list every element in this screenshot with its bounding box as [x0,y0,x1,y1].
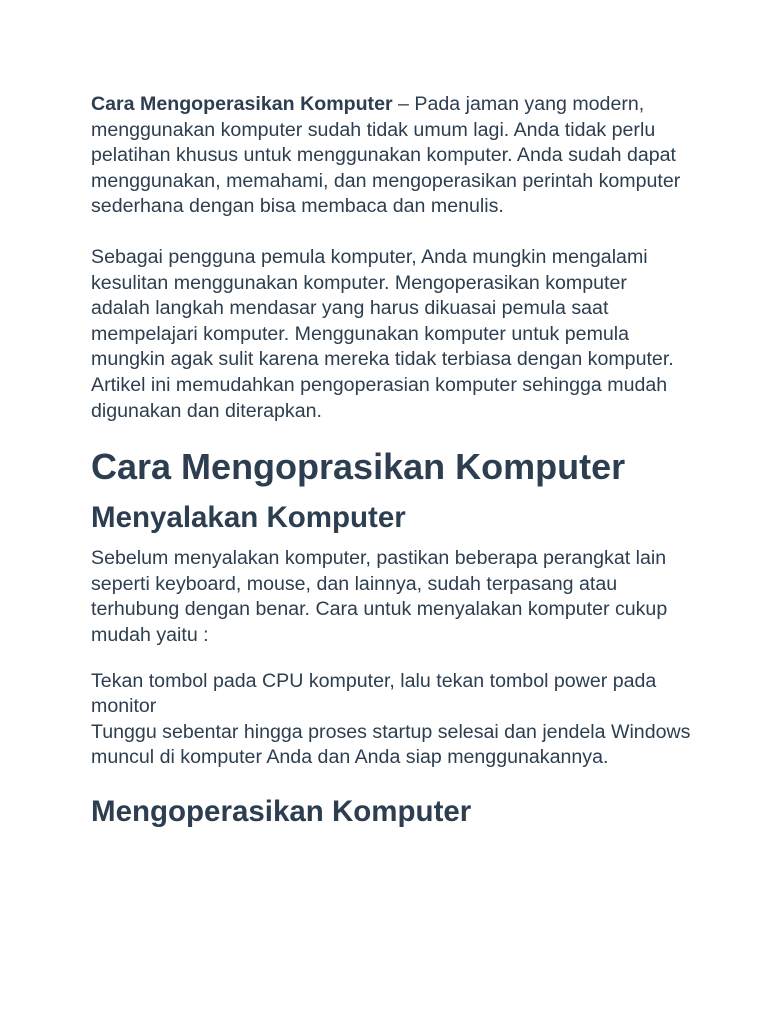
intro-text: – Pada jaman yang modern, menggunakan komputer sudah tidak umum lagi. Anda tidak perlu pelatihan khusus untuk menggunakan komputer. Anda sudah dapat menggunakan, memahami, dan mengoperasikan perintah komputer sederhana dengan bisa membaca dan menulis. [91,93,681,218]
step-1-text: Tekan tombol pada CPU komputer, lalu tekan tombol power pada monitor [91,669,657,718]
section1-paragraph: Sebelum menyalakan komputer, pastikan beberapa perangkat lain seperti keyboard, mouse, dan lainnya, sudah terpasang atau terhubung dengan benar. Cara untuk menyalakan komputer cukup mudah yaitu : [91,547,668,646]
section-heading-mengoperasikan: Mengoperasikan Komputer [91,794,472,828]
section-heading-menyalakan: Menyalakan Komputer [91,501,406,535]
main-heading: Cara Mengoprasikan Komputer [91,446,626,488]
second-paragraph: Sebagai pengguna pemula komputer, Anda mungkin mengalami kesulitan menggunakan komputer. Mengoperasikan komputer adalah langkah mendasar yang harus dikuasai pemula saat mempelajari komputer. Menggunakan komputer untuk pemula mungkin agak sulit karena mereka tidak terbiasa dengan komputer. Artikel ini memudahkan pengoperasian komputer sehingga mudah digunakan dan diterapkan. [91,245,674,422]
intro-paragraph [91,92,691,220]
step-2-text: Tunggu sebentar hingga proses startup selesai dan jendela Windows muncul di komputer Anda dan Anda siap menggunakannya. [91,720,691,769]
section1-steps [91,669,691,771]
article-content [91,92,691,831]
intro-bold-lead: Cara Mengoperasikan Komputer [91,93,393,115]
